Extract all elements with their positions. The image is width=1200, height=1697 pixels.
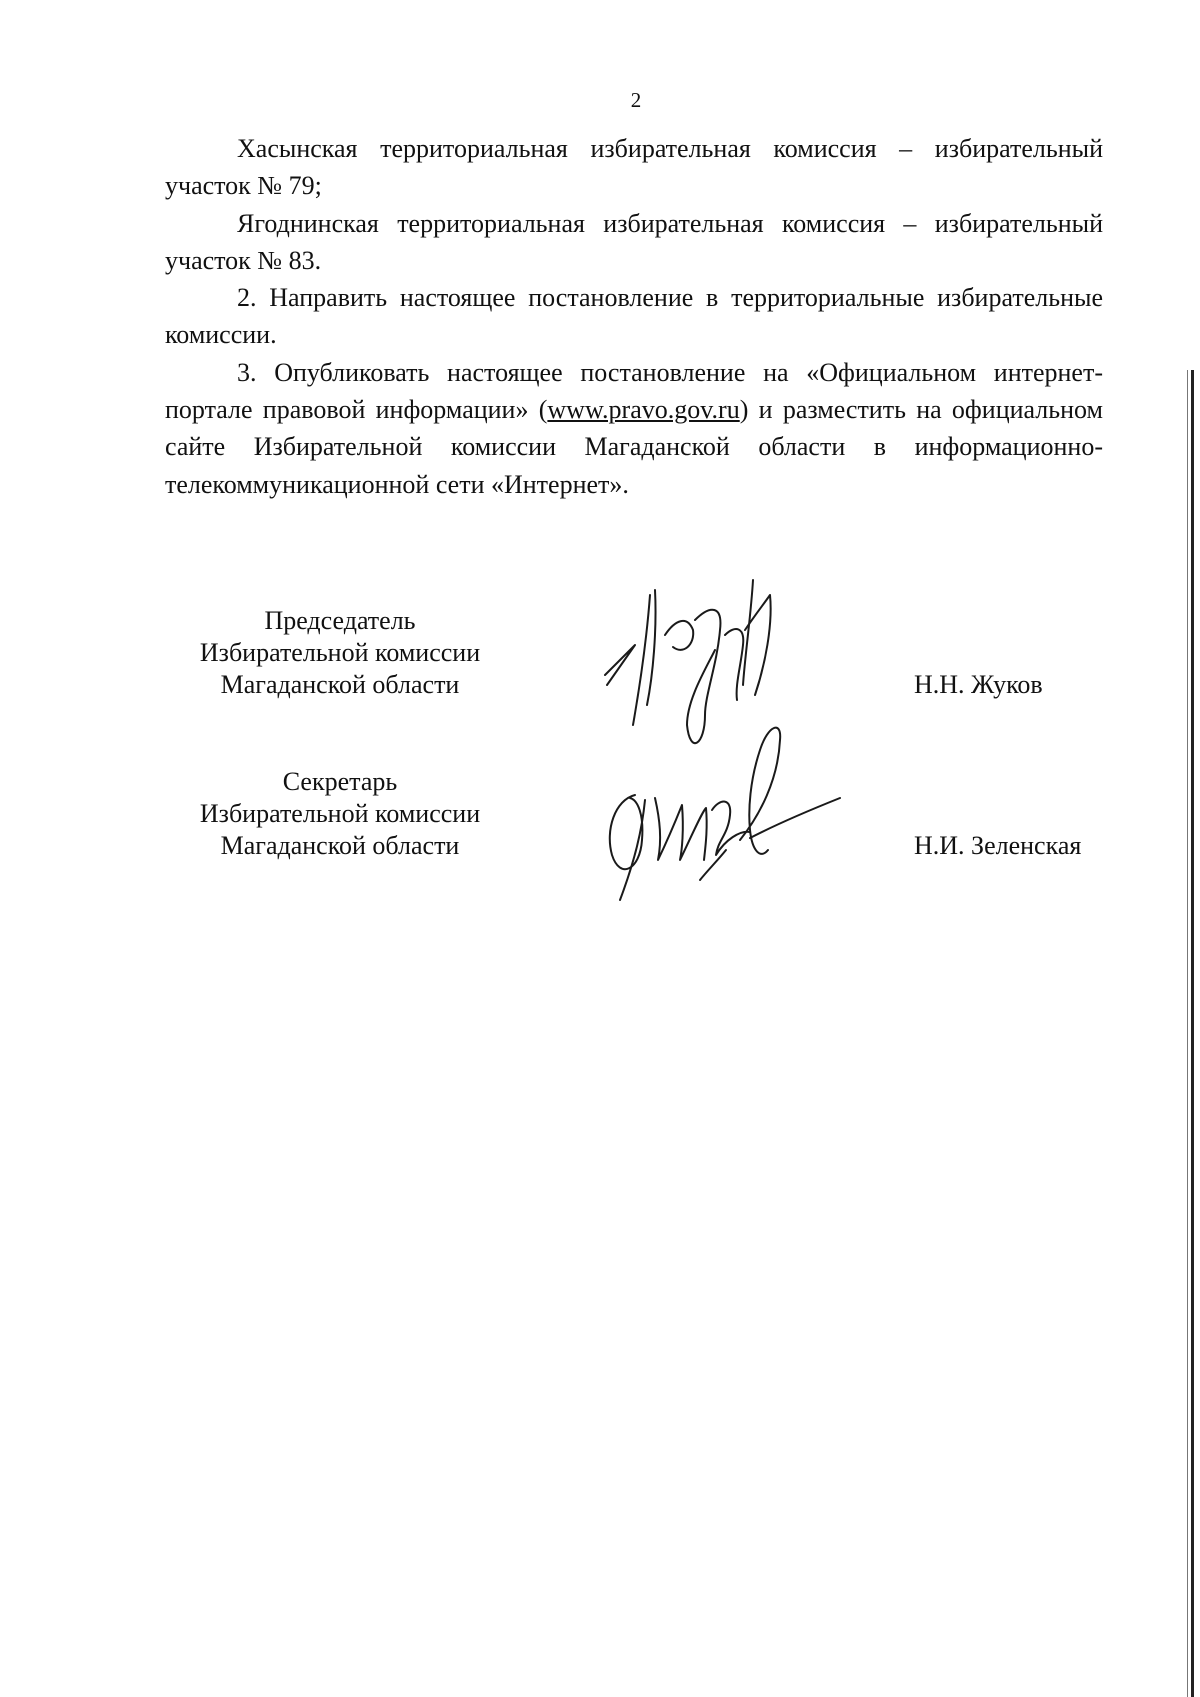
page-number: 2	[630, 88, 642, 112]
scan-edge-shadow	[1187, 370, 1188, 1697]
signatory-title	[160, 766, 520, 862]
paragraph-publish	[165, 354, 1103, 503]
paragraph-khasyn: Хасынская территориальная избирательная комиссия – избирательный участок № 79;	[165, 134, 1103, 201]
publish-text-before: 3. Опубликовать настоящее постановление на «Официальном интернет-портале правовой информации» (	[165, 357, 1103, 425]
title-line: Избирательной комиссии	[199, 638, 481, 667]
secretary-signature	[600, 720, 860, 905]
signatory-title	[160, 605, 520, 701]
title-line: Магаданской области	[220, 831, 460, 860]
publish-text-after: ) и разместить на официальном сайте Избирательной комиссии Магаданской области в информационно-телекоммуникационной сети «Интернет».	[165, 395, 1103, 499]
pravo-link[interactable]: www.pravo.gov.ru	[547, 395, 740, 425]
title-line: Избирательной комиссии	[199, 799, 481, 828]
paragraph-yagodnoe: Ягоднинская территориальная избирательная комиссия – избирательный участок № 83.	[165, 208, 1103, 275]
title-line: Председатель	[264, 606, 416, 635]
document-body	[165, 130, 1103, 503]
title-line: Секретарь	[282, 767, 398, 796]
title-line: Магаданской области	[220, 670, 460, 699]
paragraph-send: 2. Направить настоящее постановление в территориальные избирательные комиссии.	[165, 283, 1103, 350]
signatory-name: Н.И. Зеленская	[914, 831, 1082, 860]
scan-edge	[1191, 370, 1194, 1697]
signatory-name: Н.Н. Жуков	[914, 670, 1043, 699]
